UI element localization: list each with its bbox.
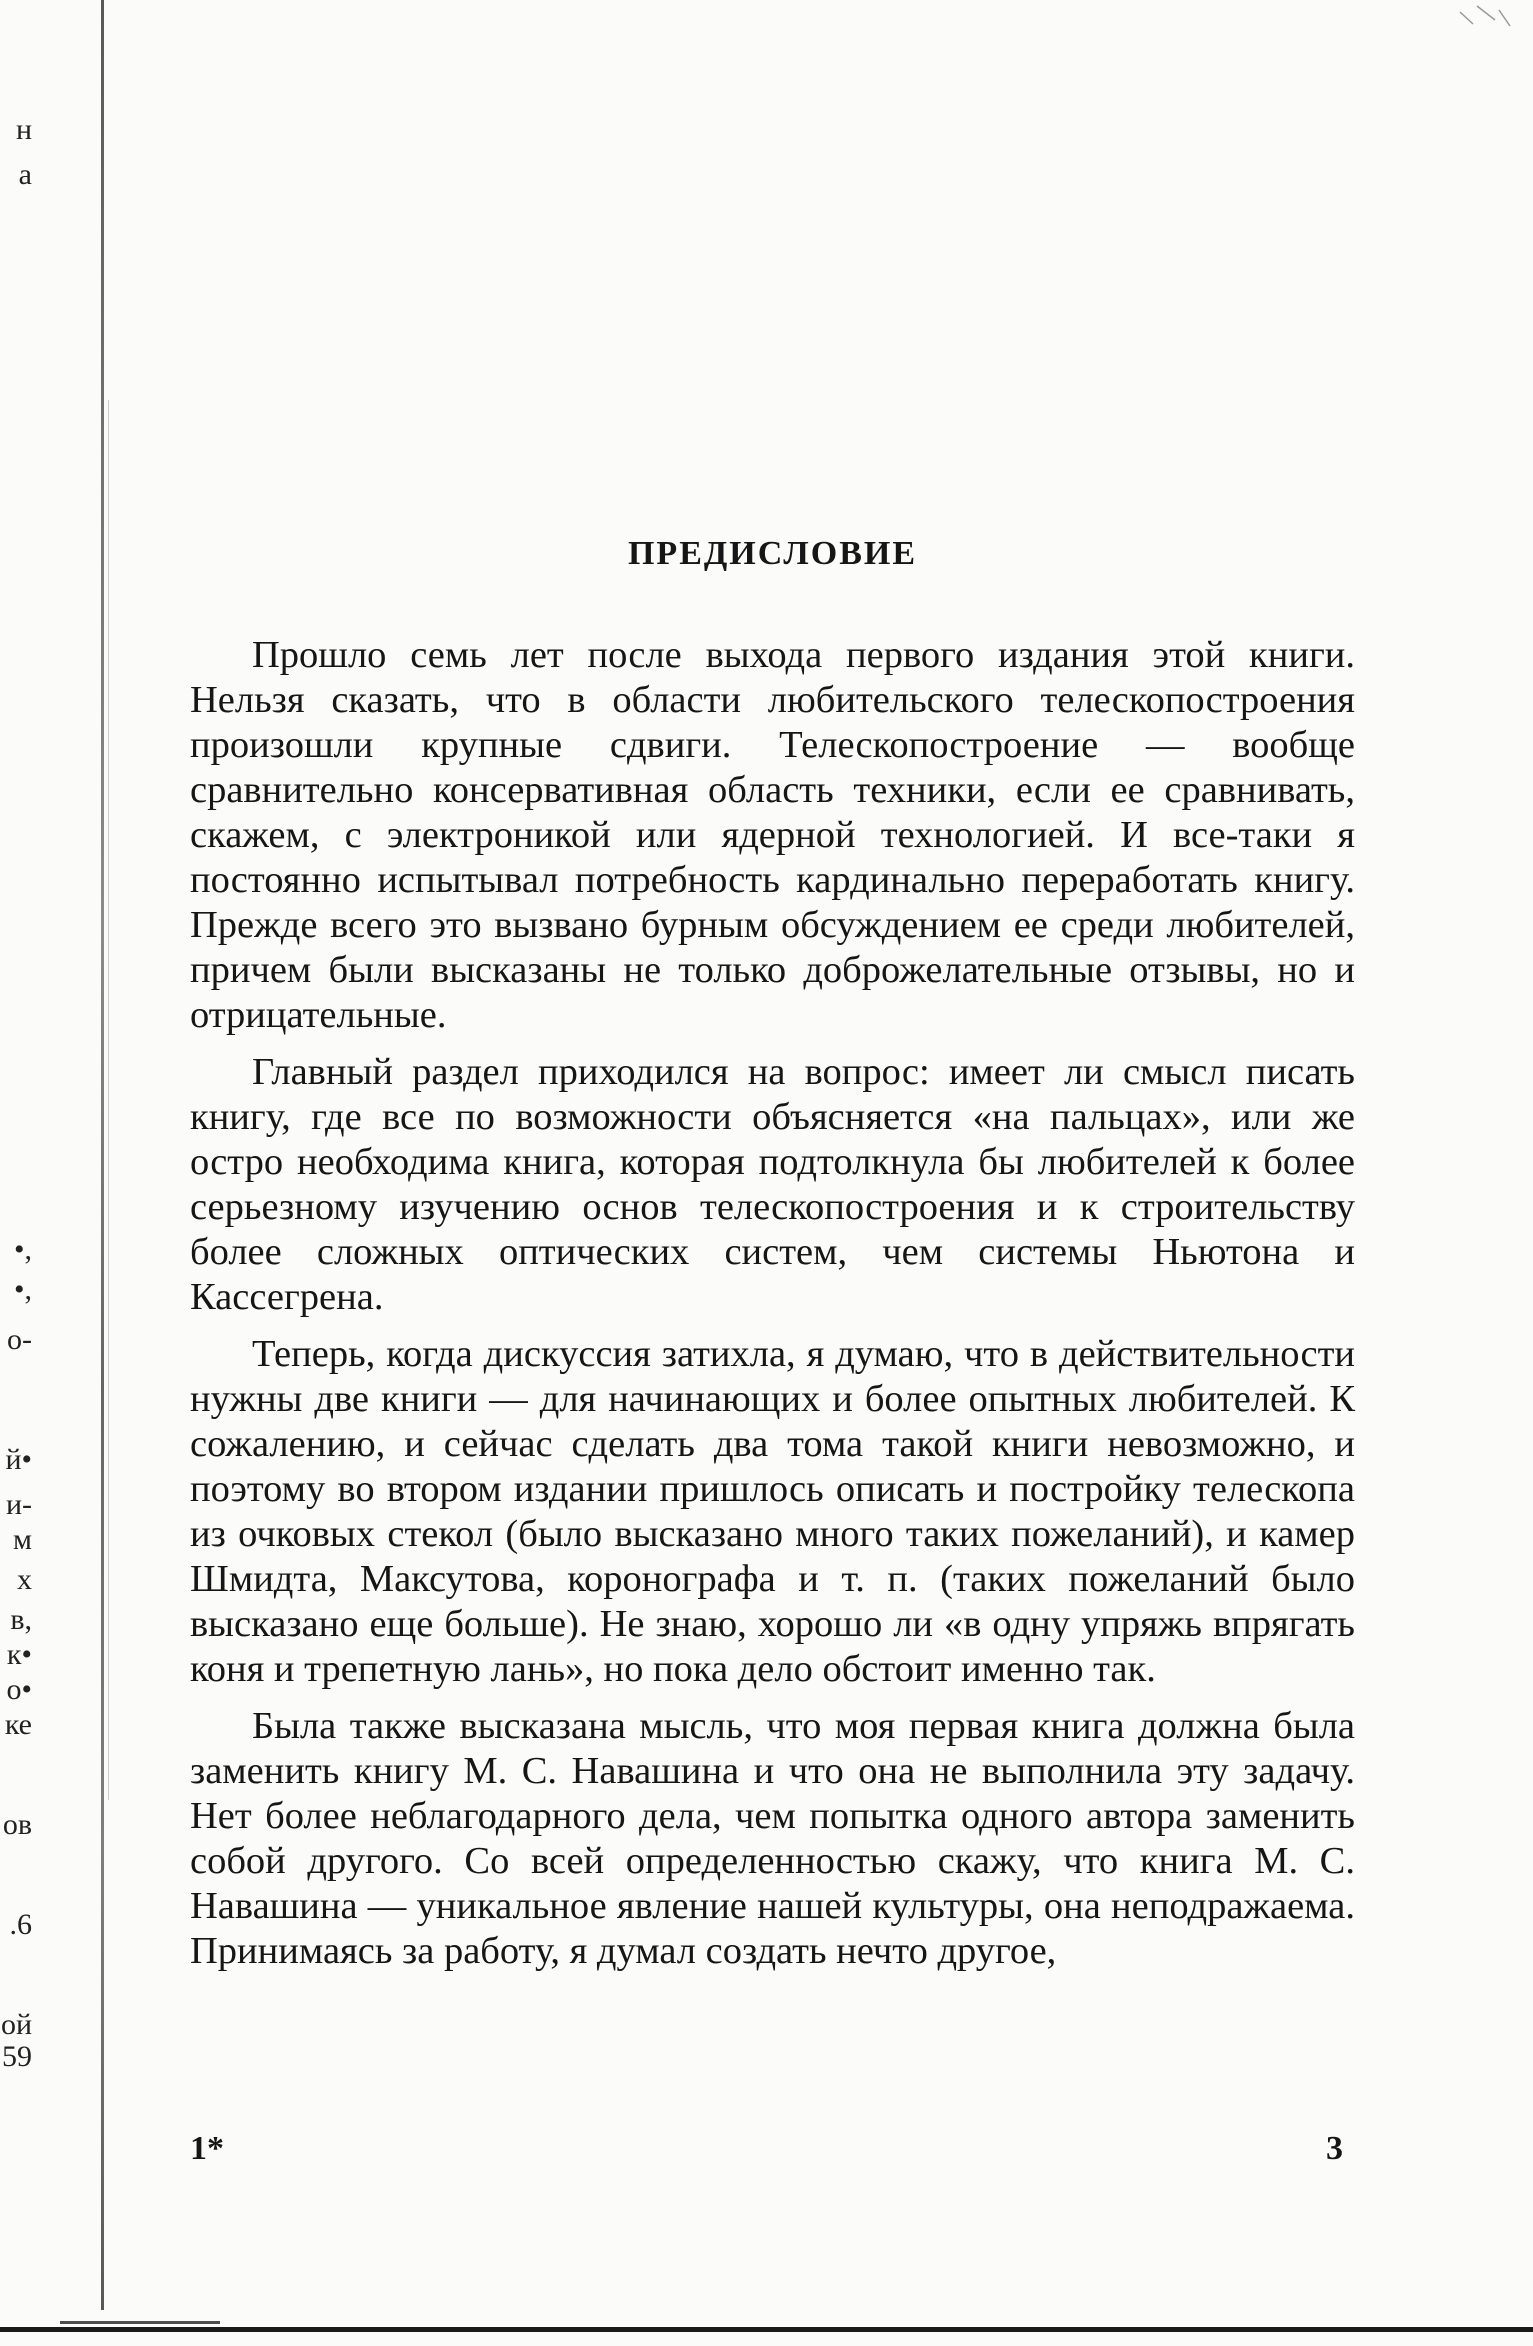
page-number: 3 <box>1326 2130 1343 2167</box>
facing-page-fragment: ов <box>2 1810 32 1840</box>
facing-page-fragment: х <box>17 1565 32 1595</box>
paragraph: Была также высказана мысль, что моя первая книга должна была заменить книгу М. С. Навашина и что она не выполнила эту задачу. Нет более неблагодарного дела, чем попытка одного автора заменить собой другого. Со всей определенностью скажу, что книга М. С. Навашина — уникальное явление нашей культуры, она неподражаема. Принимаясь за работу, я думал создать нечто другое, <box>190 1705 1355 1972</box>
page-title: ПРЕДИСЛОВИЕ <box>627 535 918 572</box>
facing-page-fragment: .6 <box>9 1910 32 1940</box>
facing-page-fragment: ой <box>0 2010 32 2040</box>
facing-page-fragment: н <box>15 115 32 145</box>
facing-page-fragment: •, <box>13 1235 32 1265</box>
page-bottom-edge <box>0 2327 1533 2332</box>
facing-page-fragment: о- <box>7 1325 32 1355</box>
paragraph: Теперь, когда дискуссия затихла, я думаю, что в действительности нужны две книги — для начинающих и более опытных любителей. К сожалению, и сейчас сделать два тома такой книги невозможно, и поэтому во втором издании пришлось описать и постройку телескопа из очковых стекол (было высказано много таких пожеланий), и камер Шмидта, Максутова, коронографа и т. п. (таких пожеланий было высказано еще больше). Не знаю, хорошо ли «в одну упряжь впрягать коня и трепетную лань», но пока дело обстоит именно так. <box>190 1333 1355 1690</box>
signature-mark: 1* <box>190 2130 224 2167</box>
facing-page-fragment: а <box>18 160 32 190</box>
facing-page-fragment: и- <box>5 1490 32 1520</box>
paragraph: Прошло семь лет после выхода первого издания этой книги. Нельзя сказать, что в области любительского телескопостроения произошли крупные сдвиги. Телескопостроение — вообще сравнительно консервативная область техники, если ее сравнивать, скажем, с электроникой или ядерной технологией. И все-таки я постоянно испытывал потребность кардинально переработать книгу. Прежде всего это вызвано бурным обсуждением ее среди любителей, причем были высказаны не только доброжелательные отзывы, но и отрицательные. <box>190 634 1355 1036</box>
facing-page-fragment: к• <box>6 1640 32 1670</box>
facing-page-fragment: ке <box>4 1710 32 1740</box>
facing-page-fragment: в, <box>10 1605 32 1635</box>
facing-page-fragment: м <box>13 1525 32 1555</box>
facing-page-fragment: о• <box>6 1675 32 1705</box>
facing-page-fragment: •, <box>13 1275 32 1305</box>
page-footer <box>190 2130 1355 2180</box>
paragraph: Главный раздел приходился на вопрос: имеет ли смысл писать книгу, где все по возможности объясняется «на пальцах», или же остро необходима книга, которая подтолкнула бы любителей к более серьезному изучению основ телескопостроения и к строительству более сложных оптических систем, чем системы Ньютона и Кассегрена. <box>190 1051 1355 1318</box>
page-binding-edge <box>101 0 104 2310</box>
page-content <box>190 520 1355 1986</box>
page-bottom-edge-shadow <box>60 2321 220 2324</box>
corner-scan-mark <box>1455 4 1515 34</box>
page-binding-shadow <box>108 400 109 1800</box>
facing-page-fragment: й• <box>5 1445 32 1475</box>
scan-scratch-icon <box>1455 4 1515 34</box>
facing-page-fragment: 59 <box>2 2042 32 2072</box>
